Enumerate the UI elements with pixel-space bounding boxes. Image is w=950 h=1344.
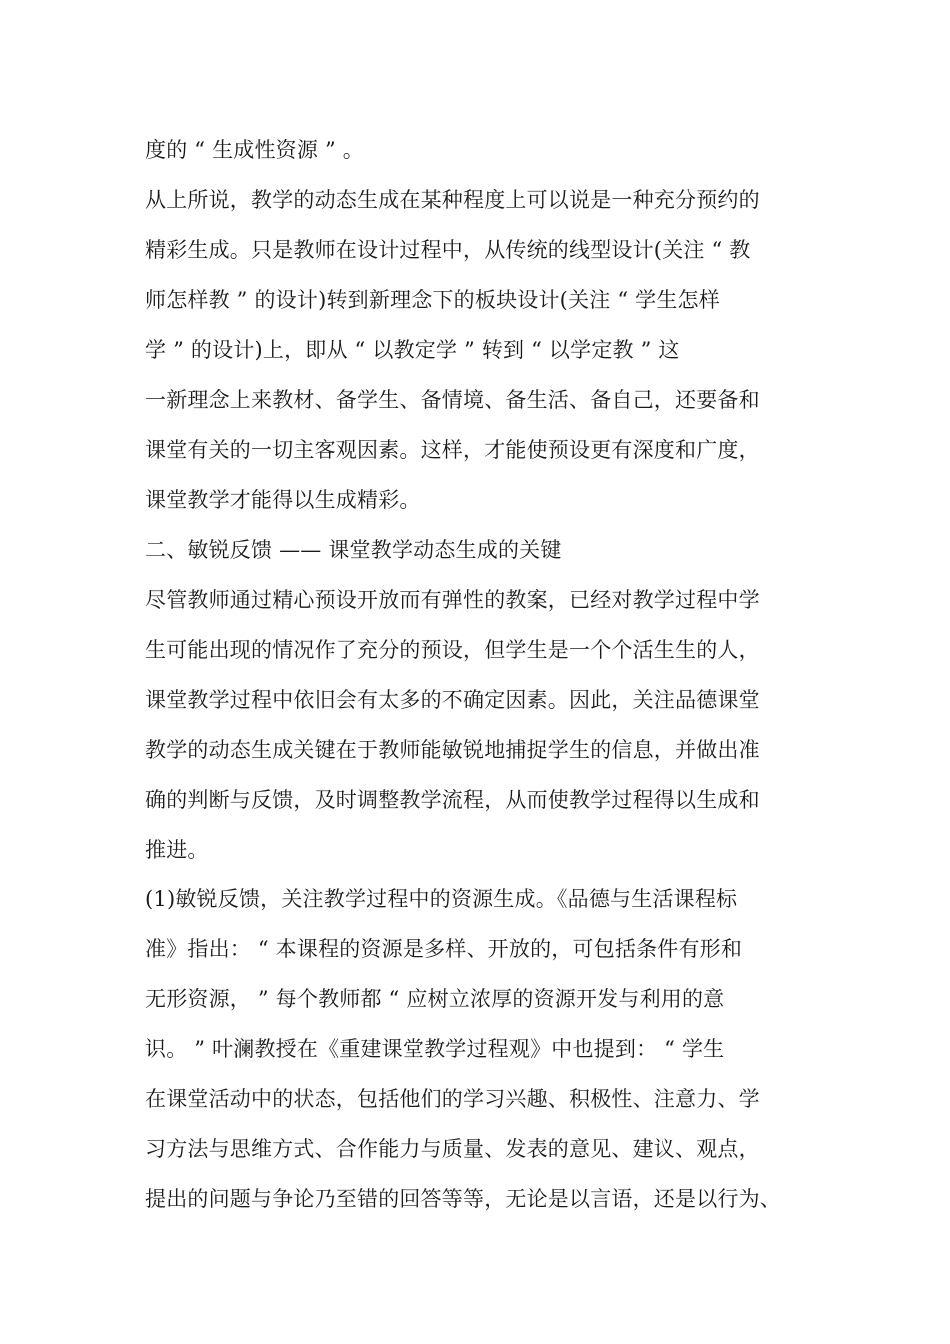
text-line: 精彩生成。只是教师在设计过程中，从传统的线型设计(关注 “ 教 [145, 238, 751, 262]
text-line: 尽管教师通过精心预设开放而有弹性的教案，已经对教学过程中学 [145, 588, 760, 612]
text-line: 课堂教学才能得以生成精彩。 [145, 488, 421, 512]
text-line: 习方法与思维方式、合作能力与质量、发表的意见、建议、观点， [145, 1137, 760, 1161]
text-line: 教学的动态生成关键在于教师能敏锐地捕捉学生的信息，并做出准 [145, 738, 760, 762]
text-line: 准》指出： “ 本课程的资源是多样、开放的，可包括条件有形和 [145, 937, 743, 961]
text-line: 课堂教学过程中依旧会有太多的不确定因素。因此，关注品德课堂 [145, 688, 760, 712]
text-line: 生可能出现的情况作了充分的预设，但学生是一个个活生生的人， [145, 638, 760, 662]
text-line: (1)敏锐反馈，关注教学过程中的资源生成。《品德与生活课程标 [145, 887, 738, 911]
text-line: 学 ” 的设计)上，即从 “ 以教定学 ” 转到 “ 以学定教 ” 这 [145, 338, 680, 362]
text-line: 无形资源， ” 每个教师都 “ 应树立浓厚的资源开发与利用的意 [145, 987, 725, 1011]
text-line: 识。 ” 叶澜教授在《重建课堂教学过程观》中也提到： “ 学生 [145, 1037, 725, 1061]
text-line: 在课堂活动中的状态，包括他们的学习兴趣、积极性、注意力、学 [145, 1087, 760, 1111]
text-line: 度的 “ 生成性资源 ” 。 [145, 138, 364, 162]
text-line: 课堂有关的一切主客观因素。这样，才能使预设更有深度和广度， [145, 438, 760, 462]
section-heading: 二、敏锐反馈 —— 课堂教学动态生成的关键 [145, 538, 562, 562]
text-line: 确的判断与反馈，及时调整教学流程，从而使教学过程得以生成和 [145, 788, 760, 812]
text-line: 师怎样教 ” 的设计)转到新理念下的板块设计(关注 “ 学生怎样 [145, 288, 720, 312]
text-line: 从上所说，教学的动态生成在某种程度上可以说是一种充分预约的 [145, 188, 760, 212]
text-line: 提出的问题与争论乃至错的回答等等，无论是以言语，还是以行为、 [145, 1187, 781, 1211]
text-line: 一新理念上来教材、备学生、备情境、备生活、备自己，还要备和 [145, 388, 760, 412]
text-line: 推进。 [145, 838, 209, 862]
